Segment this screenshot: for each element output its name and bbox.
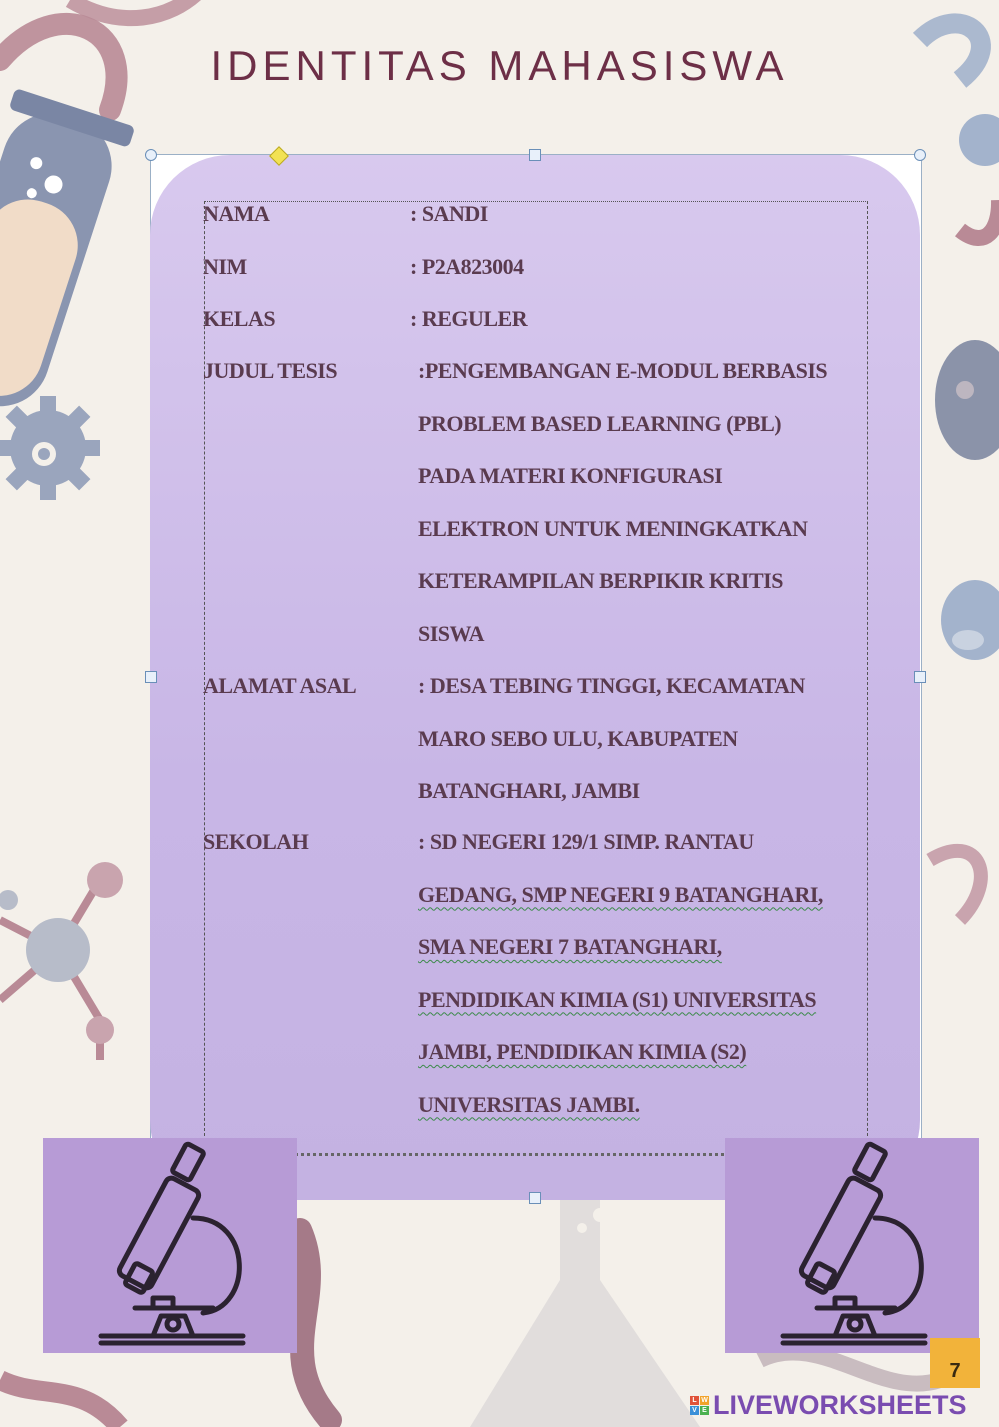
liveworksheets-logo-icon [690, 1396, 709, 1415]
microscope-box-right [725, 1138, 979, 1353]
kelas-value: : REGULER [410, 306, 528, 331]
resize-handle-top-right[interactable] [914, 149, 926, 161]
sekolah-line: PENDIDIKAN KIMIA (S1) UNIVERSITAS [418, 986, 817, 1012]
judul-line: :PENGEMBANGAN E-MODUL BERBASIS [418, 358, 828, 383]
judul-line: ELEKTRON UNTUK MENINGKATKAN [418, 515, 808, 541]
sekolah-value [418, 816, 874, 1131]
gear-icon [0, 396, 100, 500]
sekolah-line: GEDANG, SMP NEGERI 9 BATANGHARI, [418, 881, 823, 907]
resize-handle-bottom-middle[interactable] [529, 1192, 541, 1204]
microscope-box-left [43, 1138, 297, 1353]
sekolah-line: UNIVERSITAS JAMBI. [418, 1091, 640, 1117]
sekolah-line: SMA NEGERI 7 BATANGHARI, [418, 934, 722, 959]
resize-handle-top-middle[interactable] [529, 149, 541, 161]
resize-handle-top-left[interactable] [145, 149, 157, 161]
resize-handle-middle-left[interactable] [145, 671, 157, 683]
nama-value: : SANDI [410, 201, 488, 226]
logo-letter: E [700, 1406, 709, 1415]
microscope-icon [43, 1138, 297, 1353]
resize-handle-middle-right[interactable] [914, 671, 926, 683]
judul-line: SISWA [418, 620, 484, 646]
alamat-line: BATANGHARI, JAMBI [418, 778, 640, 803]
logo-letter: W [701, 1396, 708, 1404]
judul-line: PROBLEM BASED LEARNING (PBL) [418, 410, 782, 436]
judul-line: KETERAMPILAN BERPIKIR KRITIS [418, 568, 783, 593]
judul-label: JUDUL TESIS [203, 358, 338, 383]
judul-value [418, 345, 868, 660]
nim-label: NIM [203, 254, 247, 279]
page-title: IDENTITAS MAHASISWA [210, 42, 789, 89]
sekolah-line: JAMBI, PENDIDIKAN KIMIA (S2) [418, 1039, 747, 1064]
kelas-label: KELAS [203, 306, 276, 331]
brand-name: LIVEWORKSHEETS [713, 1389, 967, 1420]
alamat-line: : DESA TEBING TINGGI, KECAMATAN [418, 673, 805, 698]
logo-letter: L [690, 1396, 699, 1405]
bacteria-icon [935, 340, 999, 660]
nim-value: : P2A823004 [410, 254, 524, 279]
nama-label: NAMA [203, 201, 270, 226]
alamat-value [418, 660, 868, 818]
molecule-icon [0, 862, 123, 1060]
liveworksheets-logo[interactable] [690, 1386, 967, 1424]
microscope-icon [725, 1138, 979, 1353]
logo-letter: V [690, 1406, 699, 1415]
test-tube-icon [0, 88, 135, 422]
alamat-line: MARO SEBO ULU, KABUPATEN [418, 725, 738, 751]
sekolah-line: : SD NEGERI 129/1 SIMP. RANTAU [418, 829, 754, 854]
page-number: 7 [930, 1338, 980, 1388]
alamat-label: ALAMAT ASAL [203, 673, 357, 698]
judul-line: PADA MATERI KONFIGURASI [418, 463, 723, 488]
flask-icon [470, 1200, 700, 1427]
sekolah-label: SEKOLAH [203, 829, 309, 854]
